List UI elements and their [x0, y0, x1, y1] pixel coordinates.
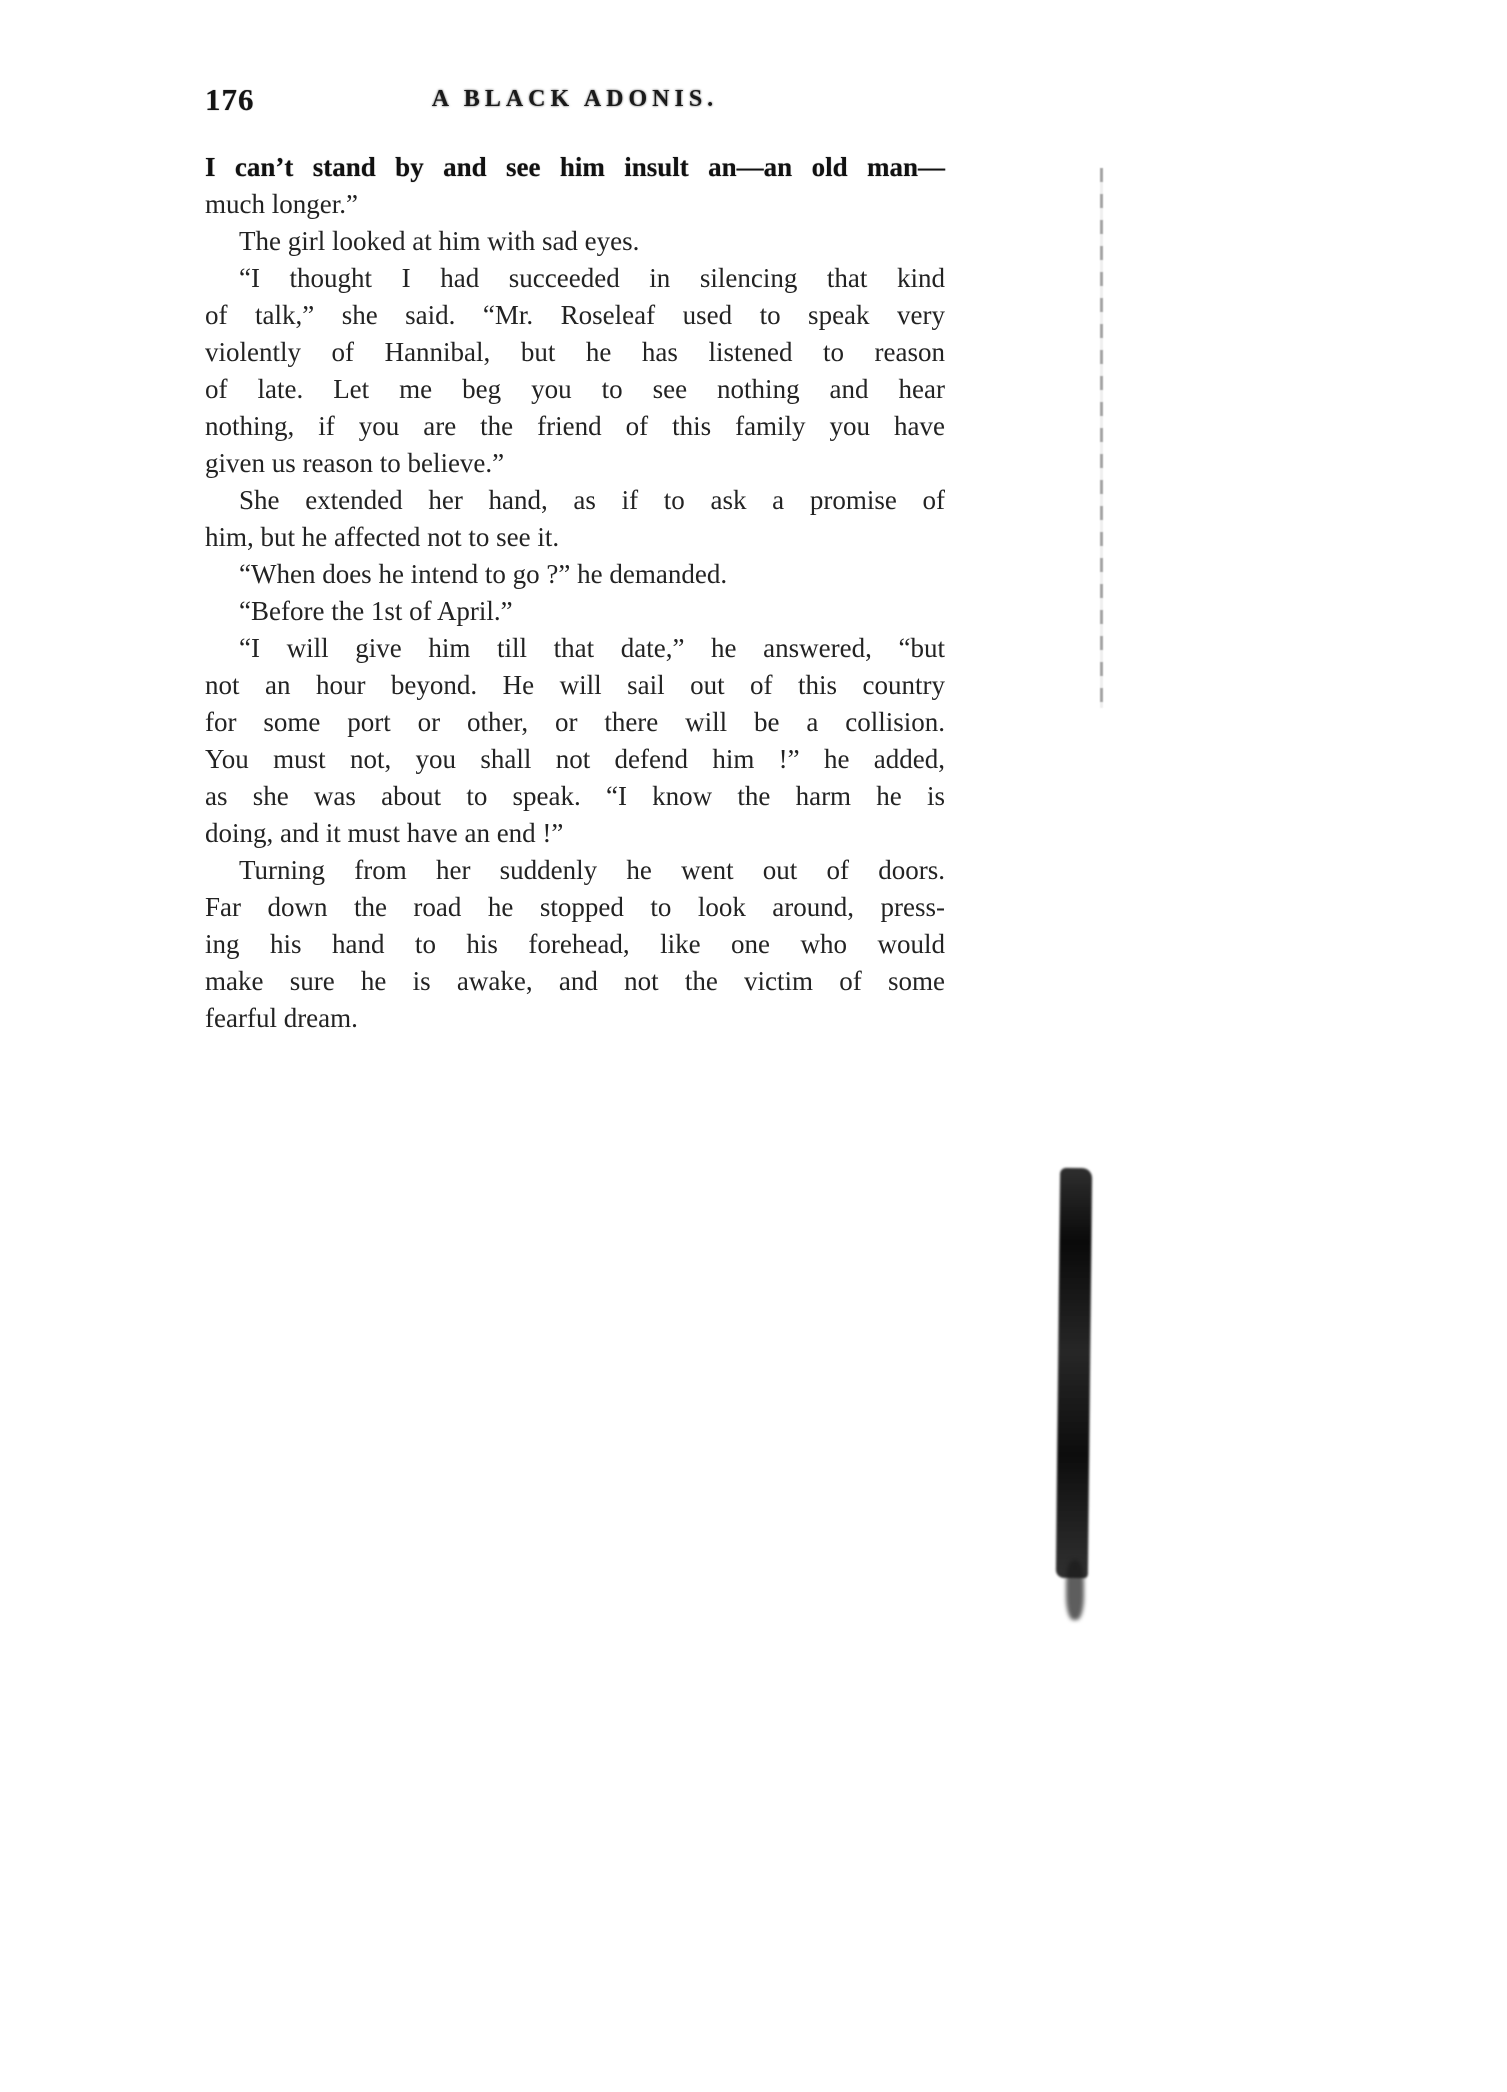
text-line: given us reason to believe.”	[205, 448, 505, 478]
text-line: for some port or other, or there will be a collision.	[205, 707, 945, 737]
text-line: Turning from her suddenly he went out of doors.	[239, 855, 945, 885]
paragraph	[205, 260, 945, 482]
text-line: The girl looked at him with sad eyes.	[239, 226, 640, 256]
text-line: ing his hand to his forehead, like one who would	[205, 929, 945, 959]
text-line: fearful dream.	[205, 1003, 358, 1033]
text-line: “Before the 1st of April.”	[239, 596, 513, 626]
paragraph	[205, 482, 945, 556]
text-line: him, but he affected not to see it.	[205, 522, 560, 552]
text-line: “I will give him till that date,” he answered, “but	[239, 633, 945, 663]
body-text	[205, 149, 945, 1037]
text-line: make sure he is awake, and not the victim of some	[205, 966, 945, 996]
text-line: of talk,” she said. “Mr. Roseleaf used to speak very	[205, 300, 945, 330]
scan-artifact-ink-streak	[1056, 1168, 1092, 1578]
text-line: doing, and it must have an end !”	[205, 818, 564, 848]
text-line: violently of Hannibal, but he has listened to reason	[205, 337, 945, 367]
scan-artifact-ink-streak-tail	[1066, 1560, 1084, 1620]
text-line: “I thought I had succeeded in silencing that kind	[239, 263, 945, 293]
running-title: A BLACK ADONIS.	[431, 86, 719, 112]
text-line: Far down the road he stopped to look around, press-	[205, 892, 945, 922]
scan-artifact-thin-line	[1100, 168, 1103, 708]
text-line: I can’t stand by and see him insult an—an old man—	[205, 152, 945, 182]
paragraph	[205, 149, 945, 223]
text-line: much longer.”	[205, 189, 358, 219]
page-header	[205, 82, 945, 122]
paragraph	[205, 223, 945, 260]
page-content	[205, 82, 945, 1037]
text-line: She extended her hand, as if to ask a promise of	[239, 485, 945, 515]
text-line: as she was about to speak. “I know the harm he is	[205, 781, 945, 811]
text-line: “When does he intend to go ?” he demanded.	[239, 559, 728, 589]
paragraph	[205, 630, 945, 852]
text-line: of late. Let me beg you to see nothing and hear	[205, 374, 945, 404]
text-line: nothing, if you are the friend of this family you have	[205, 411, 945, 441]
page-number: 176	[205, 82, 255, 117]
text-line: not an hour beyond. He will sail out of this country	[205, 670, 945, 700]
paragraph	[205, 593, 945, 630]
paragraph	[205, 852, 945, 1037]
text-line: You must not, you shall not defend him !” he added,	[205, 744, 945, 774]
paragraph	[205, 556, 945, 593]
